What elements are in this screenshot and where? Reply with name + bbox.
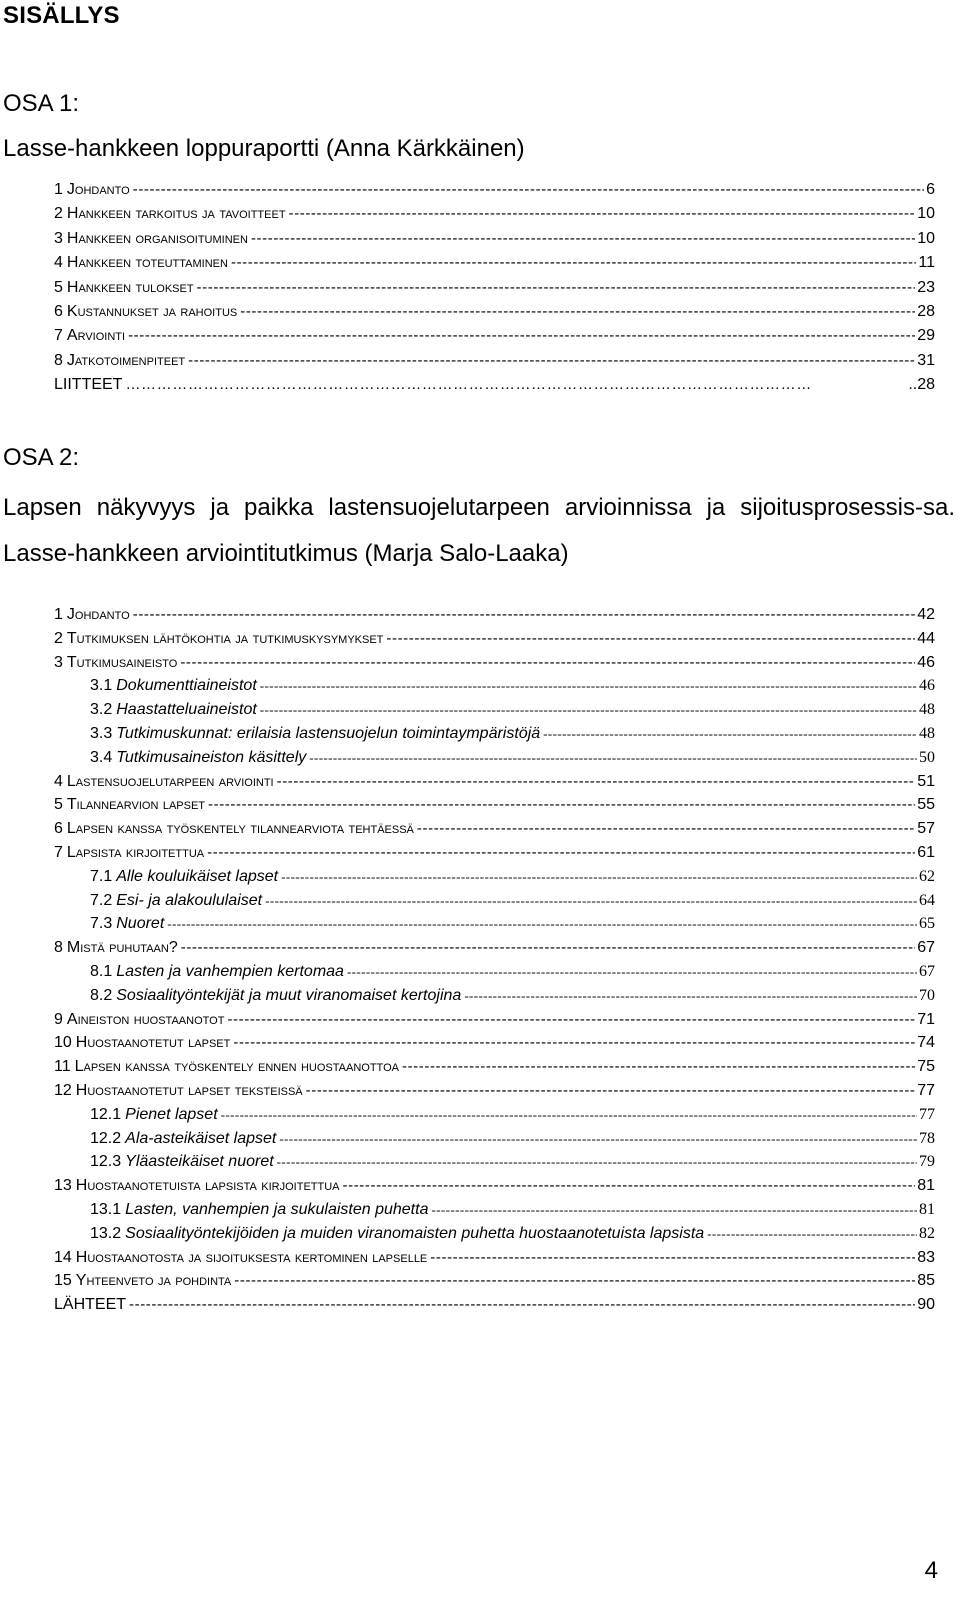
toc-row[interactable] <box>0 889 960 913</box>
dot-leader <box>188 349 915 373</box>
toc-entry-link[interactable] <box>90 912 935 936</box>
appendix-row[interactable] <box>0 373 960 397</box>
dot-leader <box>289 202 916 226</box>
dot-leader <box>231 251 916 275</box>
part1-title: Lasse-hankkeen loppuraportti (Anna Kärkkäinen) <box>3 135 525 162</box>
toc-entry-link[interactable] <box>54 178 935 202</box>
toc-entry-link[interactable] <box>90 698 935 722</box>
entry-title: Johdanto <box>66 606 130 623</box>
part2-title: Lapsen näkyvyys ja paikka lastensuojelutarpeen arvioinnissa ja sijoitusprosessis-sa. Lasse-hankkeen arviointitutkimus (Marja Salo-Laaka) <box>3 494 955 567</box>
dot-leader <box>129 1293 915 1317</box>
toc-row[interactable] <box>0 651 960 675</box>
entry-number: 8.1 <box>90 963 113 980</box>
entry-title: Tutkimusaineiston käsittely <box>116 749 307 766</box>
entry-title: Sosiaalityöntekijöiden ja muiden viranomaisten puhetta huostaanotetuista lapsista <box>125 1225 705 1242</box>
toc-row[interactable] <box>0 1198 960 1222</box>
dot-leader <box>234 1269 915 1293</box>
toc-row[interactable] <box>0 1031 960 1055</box>
entry-number: 2 <box>54 205 63 222</box>
entry-number: 4 <box>54 773 63 790</box>
entry-title: Tutkimuksen lähtökohtia ja tutkimuskysymykset <box>66 630 384 647</box>
toc-entry-link[interactable] <box>54 936 935 960</box>
entry-title: Pienet lapset <box>125 1106 218 1123</box>
toc-entry-link[interactable] <box>90 1150 935 1174</box>
entry-page-number: 77 <box>917 1082 935 1099</box>
toc-row[interactable] <box>0 1079 960 1103</box>
toc-row[interactable] <box>0 746 960 770</box>
toc-row[interactable] <box>0 770 960 794</box>
dot-leader <box>240 300 915 324</box>
dot-leader <box>281 865 917 889</box>
entry-page-number: 65 <box>919 915 935 932</box>
entry-title: Hankkeen toteuttaminen <box>66 254 228 271</box>
entry-number: 3.1 <box>90 677 113 694</box>
dot-leader <box>167 912 917 936</box>
entry-title: Yläasteikäiset nuoret <box>125 1153 274 1170</box>
entry-number: 12 <box>54 1082 72 1099</box>
toc-row[interactable] <box>0 841 960 865</box>
toc-entry-link[interactable] <box>54 373 935 397</box>
dot-leader <box>306 1079 916 1103</box>
entry-number: 1 <box>54 606 63 623</box>
toc-row[interactable] <box>0 674 960 698</box>
entry-number: 6 <box>54 820 63 837</box>
entry-page-number: 61 <box>917 844 935 861</box>
entry-title: Hankkeen organisoituminen <box>66 230 248 247</box>
entry-page-number: 28 <box>917 303 935 320</box>
entry-title: Lapsista kirjoitettua <box>66 844 205 861</box>
toc-row[interactable] <box>0 1174 960 1198</box>
dot-leader <box>464 984 917 1008</box>
toc-entry-link[interactable] <box>90 1103 935 1127</box>
toc-entry-link[interactable] <box>54 276 935 300</box>
entry-page-number: 23 <box>917 279 935 296</box>
entry-number: 7 <box>54 327 63 344</box>
dot-leader <box>260 674 917 698</box>
entry-title: Lapsen kanssa työskentely tilannearviota tehtäessä <box>66 820 414 837</box>
entry-title: Hankkeen tarkoitus ja tavoitteet <box>66 205 286 222</box>
entry-title: Esi- ja alakoululaiset <box>116 892 263 909</box>
entry-number: 3 <box>54 654 63 671</box>
entry-page-number: 67 <box>919 963 935 980</box>
dot-leader <box>133 603 915 627</box>
entry-page-number: 70 <box>919 987 935 1004</box>
toc-row[interactable] <box>0 698 960 722</box>
part2-label: OSA 2: <box>3 444 80 471</box>
entry-title: Lapsen kanssa työskentely ennen huostaanottoa <box>74 1058 399 1075</box>
toc-entry-link[interactable] <box>90 1222 935 1246</box>
toc-entry-link[interactable] <box>54 1293 935 1317</box>
entry-title: Tutkimuskunnat: erilaisia lastensuojelun toimintaympäristöjä <box>116 725 541 742</box>
toc-entry-link[interactable] <box>54 227 935 251</box>
entry-number: 8.2 <box>90 987 113 1004</box>
toc-row[interactable] <box>0 1150 960 1174</box>
entry-number: 15 <box>54 1272 72 1289</box>
toc-row[interactable] <box>0 627 960 651</box>
entry-number: 13.1 <box>90 1201 122 1218</box>
entry-page-number: ..28 <box>908 376 935 393</box>
toc-entry-link[interactable] <box>54 603 935 627</box>
entry-title: Yhteenveto ja pohdinta <box>75 1272 232 1289</box>
dot-leader <box>386 627 915 651</box>
entry-number: 9 <box>54 1011 63 1028</box>
dot-leader <box>279 1127 917 1151</box>
entry-number: 7 <box>54 844 63 861</box>
entry-title: Tutkimusaineisto <box>66 654 178 671</box>
toc-row[interactable] <box>0 912 960 936</box>
toc-row[interactable] <box>0 1103 960 1127</box>
entry-number: 3.4 <box>90 749 113 766</box>
dot-leader <box>251 227 915 251</box>
toc-entry-link[interactable] <box>90 1127 935 1151</box>
dot-leader <box>402 1055 915 1079</box>
entry-number: 11 <box>54 1058 71 1075</box>
entry-number: 8 <box>54 939 63 956</box>
entry-page-number: 85 <box>917 1272 935 1289</box>
toc-row[interactable] <box>0 1222 960 1246</box>
entry-page-number: 75 <box>917 1058 935 1075</box>
entry-title: Sosiaalityöntekijät ja muut viranomaiset kertojina <box>116 987 462 1004</box>
entry-page-number: 10 <box>917 205 935 222</box>
dot-leader <box>227 1008 915 1032</box>
entry-page-number: 11 <box>918 254 935 271</box>
toc-entry-link[interactable] <box>90 960 935 984</box>
entry-number: 3 <box>54 230 63 247</box>
entry-number: 12.1 <box>90 1106 122 1123</box>
entry-number: 12.2 <box>90 1130 122 1147</box>
entry-number: 7.1 <box>90 868 113 885</box>
toc-row[interactable] <box>0 1127 960 1151</box>
dot-leader <box>133 178 924 202</box>
entry-page-number: 82 <box>919 1225 935 1242</box>
entry-title: Lastensuojelutarpeen arviointi <box>66 773 274 790</box>
entry-page-number: 62 <box>919 868 935 885</box>
toc-row[interactable] <box>0 1246 960 1270</box>
dot-leader <box>181 936 915 960</box>
toc-row[interactable] <box>0 960 960 984</box>
entry-page-number: 51 <box>917 773 935 790</box>
dot-leader <box>233 1031 915 1055</box>
toc-entry-link[interactable] <box>90 1198 935 1222</box>
dot-leader <box>180 651 915 675</box>
entry-page-number: 90 <box>917 1296 935 1313</box>
toc-row[interactable] <box>0 722 960 746</box>
toc-row[interactable] <box>0 251 960 275</box>
dot-leader <box>128 324 915 348</box>
entry-title: Nuoret <box>116 915 165 932</box>
toc-heading: SISÄLLYS <box>3 2 120 29</box>
entry-page-number: 81 <box>919 1201 935 1218</box>
toc-entry-link[interactable] <box>54 202 935 226</box>
dot-leader <box>347 960 917 984</box>
toc-entry-link[interactable] <box>90 889 935 913</box>
toc-entry-link[interactable] <box>90 722 935 746</box>
entry-title: Lasten ja vanhempien kertomaa <box>116 963 344 980</box>
entry-page-number: 46 <box>917 654 935 671</box>
entry-page-number: 74 <box>917 1034 935 1051</box>
toc-row[interactable] <box>0 984 960 1008</box>
toc-row[interactable] <box>0 178 960 202</box>
entry-title: Huostaanotetut lapset teksteissä <box>75 1082 303 1099</box>
toc-entry-link[interactable] <box>54 770 935 794</box>
entry-page-number: 83 <box>917 1249 935 1266</box>
entry-number: 12.3 <box>90 1153 122 1170</box>
toc-entry-link[interactable] <box>54 1055 935 1079</box>
entry-page-number: 57 <box>917 820 935 837</box>
entry-number: 6 <box>54 303 63 320</box>
entry-page-number: 71 <box>917 1011 935 1028</box>
entry-title: Johdanto <box>66 181 130 198</box>
entry-number: 13 <box>54 1177 72 1194</box>
entry-page-number: 10 <box>917 230 935 247</box>
dot-leader <box>430 1246 915 1270</box>
entry-page-number: 79 <box>919 1153 935 1170</box>
entry-title: Dokumenttiaineistot <box>116 677 257 694</box>
entry-number: 3.3 <box>90 725 113 742</box>
entry-number: 5 <box>54 279 63 296</box>
dot-leader <box>277 1150 917 1174</box>
page-number: 4 <box>924 1557 938 1584</box>
dot-leader <box>207 841 915 865</box>
dot-leader <box>265 889 917 913</box>
toc-row[interactable] <box>0 817 960 841</box>
dot-leader <box>309 746 917 770</box>
entry-number: 3.2 <box>90 701 113 718</box>
entry-title: Huostaanotosta ja sijoituksesta kertominen lapselle <box>75 1249 428 1266</box>
references-row[interactable] <box>0 1293 960 1317</box>
toc-row[interactable] <box>0 300 960 324</box>
toc-entry-link[interactable] <box>90 746 935 770</box>
entry-title: Arviointi <box>66 327 126 344</box>
entry-page-number: 77 <box>919 1106 935 1123</box>
toc-row[interactable] <box>0 324 960 348</box>
toc-entry-link[interactable] <box>54 349 935 373</box>
toc-row[interactable] <box>0 793 960 817</box>
toc-entry-link[interactable] <box>54 251 935 275</box>
entry-page-number: 55 <box>917 796 935 813</box>
toc-row[interactable] <box>0 936 960 960</box>
toc-row[interactable] <box>0 202 960 226</box>
entry-number: 1 <box>54 181 63 198</box>
entry-number: 2 <box>54 630 63 647</box>
entry-title: LIITTEET <box>54 376 123 393</box>
entry-page-number: 48 <box>919 701 935 718</box>
toc-entry-link[interactable] <box>90 865 935 889</box>
dot-leader <box>260 698 917 722</box>
entry-number: 10 <box>54 1034 72 1051</box>
entry-title: Tilannearvion lapset <box>66 796 206 813</box>
toc-entry-link[interactable] <box>54 841 935 865</box>
entry-page-number: 50 <box>919 749 935 766</box>
entry-title: Huostaanotetuista lapsista kirjoitettua <box>75 1177 340 1194</box>
entry-title: LÄHTEET <box>54 1296 127 1313</box>
dot-leader <box>208 793 915 817</box>
entry-page-number: 42 <box>917 606 935 623</box>
entry-title: Kustannukset ja rahoitus <box>66 303 238 320</box>
entry-number: 8 <box>54 352 63 369</box>
toc-row[interactable] <box>0 227 960 251</box>
toc-entry-link[interactable] <box>54 300 935 324</box>
toc-entry-link[interactable] <box>54 793 935 817</box>
entry-number: 13.2 <box>90 1225 122 1242</box>
entry-number: 14 <box>54 1249 72 1266</box>
entry-title: Lasten, vanhempien ja sukulaisten puhetta <box>125 1201 429 1218</box>
toc-entry-link[interactable] <box>54 1031 935 1055</box>
toc-row[interactable] <box>0 349 960 373</box>
dot-leader <box>343 1174 916 1198</box>
entry-page-number: 31 <box>917 352 935 369</box>
toc-row[interactable] <box>0 603 960 627</box>
toc-entry-link[interactable] <box>54 627 935 651</box>
toc-entry-link[interactable] <box>90 674 935 698</box>
entry-page-number: 48 <box>919 725 935 742</box>
entry-page-number: 6 <box>926 181 935 198</box>
dot-leader <box>277 770 916 794</box>
dot-leader <box>707 1222 917 1246</box>
entry-title: Aineiston huostaanotot <box>66 1011 225 1028</box>
toc-entry-link[interactable] <box>54 1246 935 1270</box>
toc-entry-link[interactable] <box>54 1174 935 1198</box>
entry-number: 7.3 <box>90 915 113 932</box>
toc-entry-link[interactable] <box>54 817 935 841</box>
entry-page-number: 64 <box>919 892 935 909</box>
entry-title: Ala-asteikäiset lapset <box>125 1130 277 1147</box>
entry-title: Jatkotoimenpiteet <box>66 352 186 369</box>
entry-page-number: 78 <box>919 1130 935 1147</box>
toc-row[interactable] <box>0 1269 960 1293</box>
entry-number: 5 <box>54 796 63 813</box>
entry-page-number: 67 <box>917 939 935 956</box>
dot-leader <box>417 817 915 841</box>
entry-page-number: 44 <box>917 630 935 647</box>
entry-page-number: 81 <box>917 1177 935 1194</box>
entry-title: Haastatteluaineistot <box>116 701 257 718</box>
entry-title: Mistä puhutaan? <box>66 939 178 956</box>
dot-leader <box>431 1198 917 1222</box>
entry-page-number: 46 <box>919 677 935 694</box>
dot-leader <box>543 722 917 746</box>
toc-entry-link[interactable] <box>54 324 935 348</box>
dot-leader <box>221 1103 917 1127</box>
toc-row[interactable] <box>0 1055 960 1079</box>
entry-number: 7.2 <box>90 892 113 909</box>
toc-entry-link[interactable] <box>90 984 935 1008</box>
part1-label: OSA 1: <box>3 90 80 117</box>
toc-entry-link[interactable] <box>54 1269 935 1293</box>
entry-page-number: 29 <box>917 327 935 344</box>
entry-title: Huostaanotetut lapset <box>75 1034 231 1051</box>
dot-leader <box>125 373 906 397</box>
toc-row[interactable] <box>0 276 960 300</box>
toc-row[interactable] <box>0 1008 960 1032</box>
toc-entry-link[interactable] <box>54 1079 935 1103</box>
entry-number: 4 <box>54 254 63 271</box>
toc-entry-link[interactable] <box>54 651 935 675</box>
entry-title: Alle kouluikäiset lapset <box>116 868 279 885</box>
toc-entry-link[interactable] <box>54 1008 935 1032</box>
dot-leader <box>197 276 916 300</box>
toc-row[interactable] <box>0 865 960 889</box>
entry-title: Hankkeen tulokset <box>66 279 194 296</box>
